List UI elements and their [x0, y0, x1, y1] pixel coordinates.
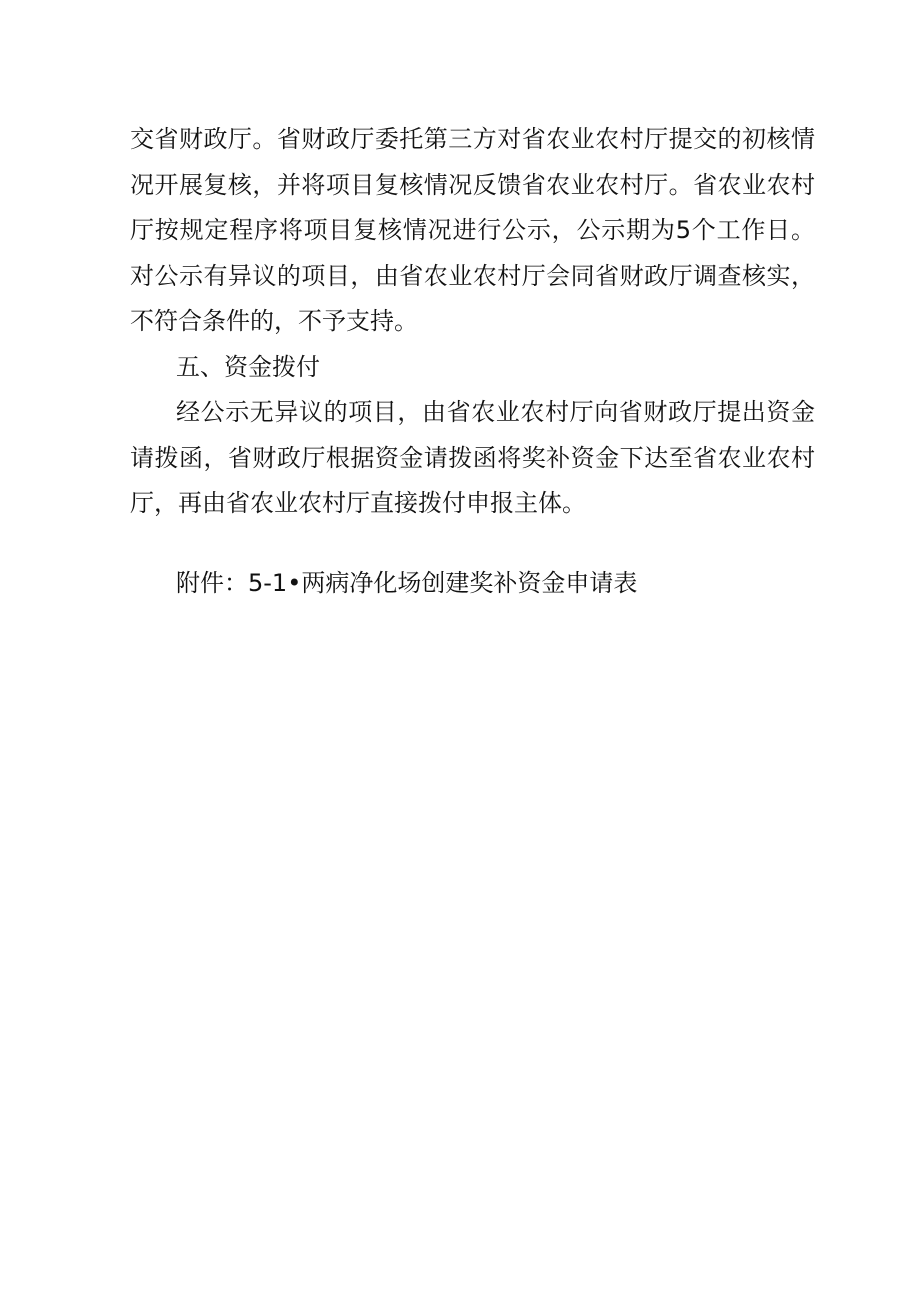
- section-heading-fund-disbursement: 五、资金拨付: [176, 352, 320, 381]
- paragraph-fund-disbursement: 经公示无异议的项目，由省农业农村厅向省财政厅提出资金请拨函，省财政厅根据资金请拨函将奖补资金下达至省农业农村厅，再由省农业农村厅直接拨付申报主体。: [130, 398, 815, 517]
- paragraph-gap: [130, 527, 815, 561]
- document-body: [130, 117, 815, 606]
- attachment-line: 附件：5-1•两病净化场创建奖补资金申请表: [176, 568, 638, 597]
- paragraph-review-process: 交省财政厅。省财政厅委托第三方对省农业农村厅提交的初核情况开展复核，并将项目复核情况反馈省农业农村厅。省农业农村厅按规定程序将项目复核情况进行公示，公示期为5个工作日。对公示有异议的项目，由省农业农村厅会同省财政厅调查核实，不符合条件的，不予支持。: [130, 125, 815, 335]
